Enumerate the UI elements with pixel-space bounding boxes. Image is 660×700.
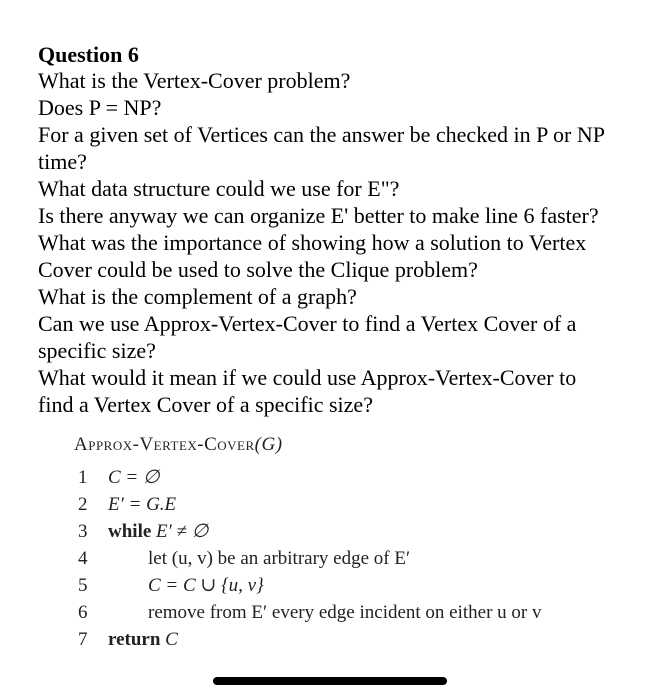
line-code: E′ = G.E (108, 494, 177, 515)
question-line: Cover could be used to solve the Clique problem? (38, 257, 478, 282)
question-line: Can we use Approx-Vertex-Cover to find a Vertex Cover of a (38, 311, 577, 336)
line-number: 1 (78, 467, 88, 488)
question-line: For a given set of Vertices can the answer be checked in P or NP (38, 122, 605, 147)
question-line: What is the complement of a graph? (38, 284, 357, 309)
line-math: E′ ≠ ∅ (156, 521, 209, 542)
algorithm-name: Approx-Vertex-Cover (74, 434, 255, 455)
question-line: What data structure could we use for E"? (38, 176, 400, 201)
question-line: Is there anyway we can organize E' better to make line 6 faster? (38, 203, 599, 228)
line-number: 6 (78, 602, 88, 623)
keyword-return: return (108, 629, 161, 650)
line-number: 4 (78, 548, 88, 569)
algorithm-param: (G) (254, 434, 283, 455)
question-line: What is the Vertex-Cover problem? (38, 68, 351, 93)
question-title: Question 6 (38, 42, 139, 67)
algorithm-line-7 (74, 626, 634, 653)
line-number: 3 (78, 521, 88, 542)
algorithm-line-2 (74, 491, 634, 518)
line-number: 7 (78, 629, 88, 650)
keyword-while: while (108, 521, 152, 542)
question-line: What would it mean if we could use Approx-Vertex-Cover to (38, 365, 577, 390)
algorithm-title (74, 432, 634, 458)
line-number: 5 (78, 575, 88, 596)
line-code: remove from E′ every edge incident on either u or v (148, 602, 542, 623)
algorithm-line-6 (74, 599, 634, 626)
line-code: C = C ∪ {u, v} (148, 575, 264, 596)
algorithm-block (74, 432, 634, 653)
home-indicator[interactable] (213, 677, 447, 685)
line-number: 2 (78, 494, 88, 515)
question-line: time? (38, 149, 87, 174)
line-code (108, 518, 208, 545)
algorithm-line-3 (74, 518, 634, 545)
line-code (108, 626, 178, 653)
algorithm-line-5 (74, 572, 634, 599)
question-line: find a Vertex Cover of a specific size? (38, 392, 373, 417)
line-math: C (165, 629, 178, 650)
algorithm-line-4 (74, 545, 634, 572)
algorithm-line-1 (74, 464, 634, 491)
question-block (38, 42, 648, 418)
question-line: Does P = NP? (38, 95, 162, 120)
question-line: specific size? (38, 338, 156, 363)
line-code: let (u, v) be an arbitrary edge of E′ (148, 548, 411, 569)
question-line: What was the importance of showing how a solution to Vertex (38, 230, 587, 255)
line-code: C = ∅ (108, 467, 160, 488)
